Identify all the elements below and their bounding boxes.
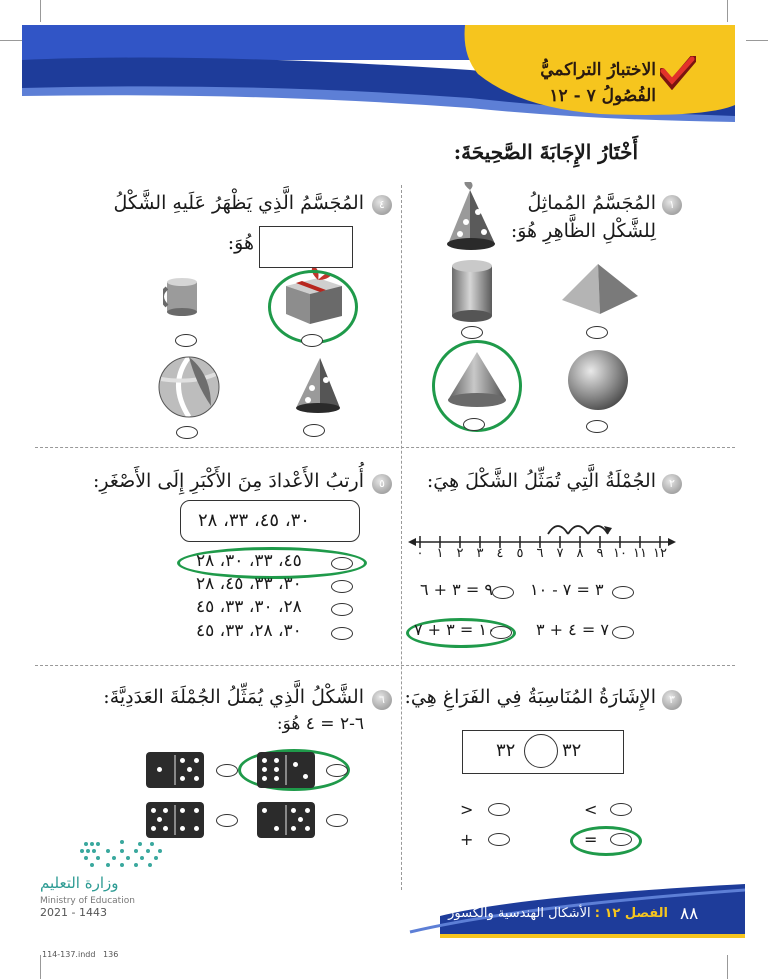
number-line-label: ٣ xyxy=(476,546,484,561)
correct-answer-circle xyxy=(268,270,358,344)
question-text: الشَّكْلُ الَّذِي يُمَثِّلُ الجُمْلَةَ العَدَدِيَّةَ: xyxy=(103,686,364,708)
instruction-text: أَخْتَارُ الإِجَابَةَ الصَّحِيحَةَ: xyxy=(453,140,638,164)
answer-option[interactable] xyxy=(488,803,510,816)
question-text: المُجَسَّمُ المُماثِلُ xyxy=(527,192,656,214)
number-line-label: ٧ xyxy=(556,546,564,561)
question-number: ٥ xyxy=(372,474,392,494)
header-subtitle: الفُصُولُ ٧ - ١٢ xyxy=(549,86,656,106)
number-line-label: ٦ xyxy=(536,546,544,561)
number-line-label: ١ xyxy=(436,546,444,561)
order-option-text: ٣٠، ٢٨، ٣٣، ٤٥ xyxy=(196,621,302,641)
equation-text: ٩ = ٣ + ٦ xyxy=(420,580,493,599)
comparison-right-value: ٣٢ xyxy=(562,740,582,761)
number-line-label: ٠ xyxy=(416,546,424,561)
order-option-text: ٣٠، ٣٣، ٤٥، ٢٨ xyxy=(196,574,302,594)
number-line-label: ٩ xyxy=(596,546,604,561)
question-text: لِلشَّكْلِ الظَّاهِرِ هُوَ: xyxy=(510,220,656,242)
equation-text: ٣ = ٧ - ١٠ xyxy=(530,580,604,599)
number-line-label: ٤ xyxy=(496,546,504,561)
blank-circle[interactable] xyxy=(524,734,558,768)
domino-image xyxy=(257,802,315,838)
answer-option[interactable] xyxy=(331,627,353,640)
numbers-box-text: ٣٠، ٤٥، ٣٣، ٢٨ xyxy=(198,510,310,531)
sphere-image xyxy=(566,348,630,412)
answer-option[interactable] xyxy=(610,803,632,816)
answer-option-mug[interactable] xyxy=(175,334,197,347)
number-line-label: ٢ xyxy=(456,546,464,561)
question-text: ٦-٢ = ٤ هُوَ: xyxy=(276,714,364,734)
question-number: ٤ xyxy=(372,195,392,215)
mug-image xyxy=(163,276,209,316)
year-label: 2021 - 1443 xyxy=(40,906,107,919)
answer-option[interactable] xyxy=(326,764,348,777)
answer-option[interactable] xyxy=(492,586,514,599)
answer-option-cylinder[interactable] xyxy=(461,326,483,339)
question-text: هُوَ: xyxy=(227,232,254,254)
comparison-left-value: ٣٢ xyxy=(496,740,516,761)
domino-image xyxy=(146,752,204,788)
question-number: ٣ xyxy=(662,690,682,710)
order-option-text: ٢٨، ٣٠، ٣٣، ٤٥ xyxy=(196,597,302,617)
ministry-logo xyxy=(78,838,168,872)
question-number: ١ xyxy=(662,195,682,215)
domino-image xyxy=(146,802,204,838)
equation-text: ٧ = ٤ + ٣ xyxy=(536,620,609,639)
option-symbol: < xyxy=(584,800,598,819)
question-number: ٦ xyxy=(372,690,392,710)
chapter-number: الفصل ١٢ : xyxy=(594,906,668,921)
answer-option[interactable] xyxy=(331,557,353,570)
horizontal-divider xyxy=(35,665,735,666)
answer-option[interactable] xyxy=(331,580,353,593)
number-line-label: ١٢ xyxy=(653,546,667,561)
pyramid-image xyxy=(558,262,642,318)
file-label: 114-137.indd 136 xyxy=(42,950,119,959)
header-title: الاختبارُ التراكميُّ xyxy=(540,60,656,80)
answer-option-party-hat[interactable] xyxy=(303,424,325,437)
option-symbol: + xyxy=(460,830,474,849)
crop-mark xyxy=(40,955,41,979)
number-line-label: ٥ xyxy=(516,546,524,561)
answer-option[interactable] xyxy=(331,603,353,616)
answer-option[interactable] xyxy=(612,626,634,639)
answer-option[interactable] xyxy=(216,764,238,777)
option-symbol: = xyxy=(584,830,598,849)
question-text: المُجَسَّمُ الَّذِي يَظْهَرُ عَلَيهِ الشَّكْلُ xyxy=(113,192,364,214)
ministry-name-en: Ministry of Education xyxy=(40,896,135,906)
chapter-title: الأشكال الهندسية والكسور xyxy=(448,906,591,921)
number-line-label: ١٠ xyxy=(613,546,627,561)
option-symbol: > xyxy=(460,800,474,819)
horizontal-divider xyxy=(35,447,735,448)
answer-option[interactable] xyxy=(488,833,510,846)
answer-option[interactable] xyxy=(612,586,634,599)
cylinder-image xyxy=(448,258,498,324)
order-option-text: ٤٥، ٣٣، ٣٠، ٢٨ xyxy=(196,551,302,571)
domino-image xyxy=(257,752,315,788)
shape-box xyxy=(259,226,353,268)
number-line-labels xyxy=(408,546,678,564)
question-text: أُرتبُ الأَعْدادَ مِنَ الأَكْبَرِ إِلَى الأَصْغَرِ: xyxy=(93,470,364,492)
party-hat-image xyxy=(290,352,345,418)
beach-ball-image xyxy=(156,354,222,420)
chapter-label xyxy=(448,906,668,921)
answer-option[interactable] xyxy=(610,833,632,846)
question-number: ٢ xyxy=(662,474,682,494)
check-icon xyxy=(660,56,696,90)
number-line-label: ٨ xyxy=(576,546,584,561)
ministry-name-ar: وزارة التعليم xyxy=(40,874,119,892)
number-line-label: ١١ xyxy=(633,546,647,561)
vertical-divider xyxy=(401,185,402,890)
page-number: ٨٨ xyxy=(680,904,699,924)
question-text: الجُمْلَةُ الَّتِي تُمَثِّلُ الشَّكْلَ هِيَ: xyxy=(426,470,656,492)
answer-option-gift-box[interactable] xyxy=(301,334,323,347)
question-text: الإِشَارَةُ المُنَاسِبَةُ فِي الفَرَاغِ هِيَ: xyxy=(404,686,656,708)
crop-mark xyxy=(727,955,728,979)
answer-option-beach-ball[interactable] xyxy=(176,426,198,439)
party-hat-image xyxy=(440,182,505,254)
answer-option-sphere[interactable] xyxy=(586,420,608,433)
equation-text: ١٠ = ٣ + ٧ xyxy=(414,620,496,639)
answer-option[interactable] xyxy=(326,814,348,827)
answer-option[interactable] xyxy=(216,814,238,827)
answer-option-cone[interactable] xyxy=(463,418,485,431)
answer-option-pyramid[interactable] xyxy=(586,326,608,339)
